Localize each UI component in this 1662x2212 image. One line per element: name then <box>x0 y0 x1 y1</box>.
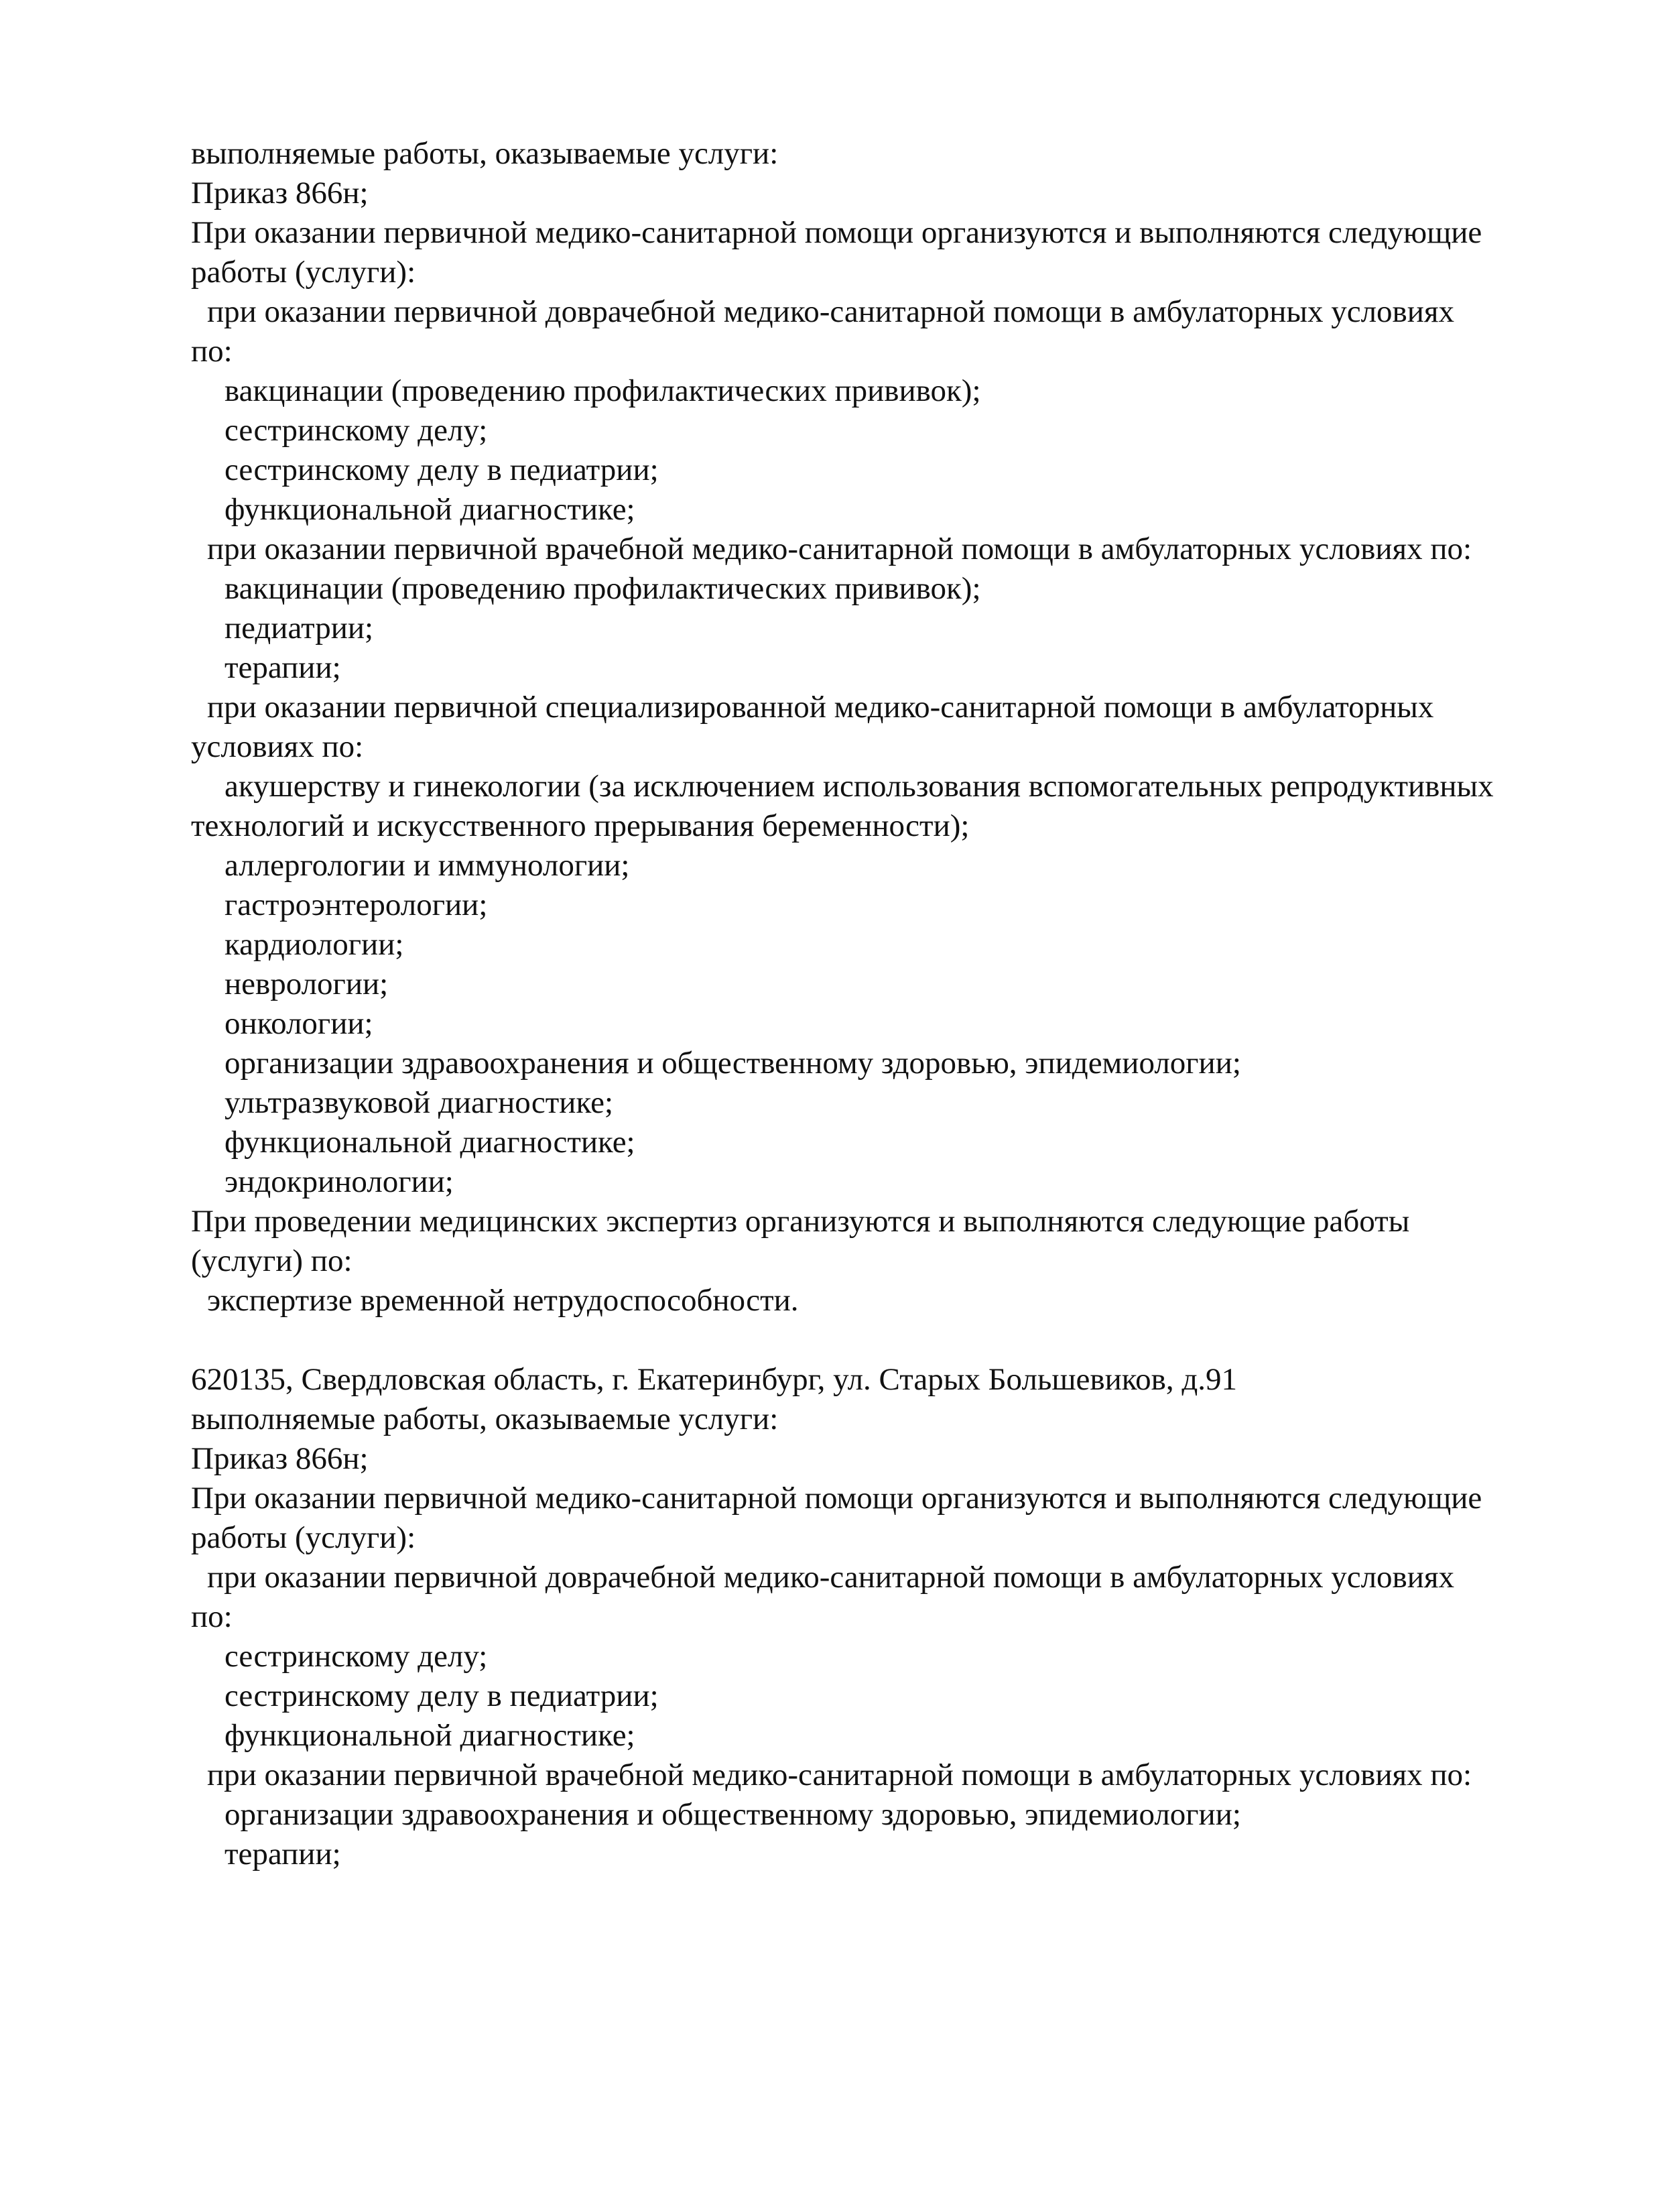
list-item: функциональной диагностике; <box>225 492 635 527</box>
document-body <box>191 134 1545 1874</box>
list-item: функциональной диагностике; <box>225 1125 635 1160</box>
list-item: ультразвуковой диагностике; <box>225 1085 614 1120</box>
text-line: работы (услуги): <box>191 255 416 290</box>
text-line: при оказании первичной врачебной медико-санитарной помощи в амбулаторных условиях по: <box>207 532 1472 566</box>
text-line: При оказании первичной медико-санитарной помощи организуются и выполняются следующие <box>191 215 1482 250</box>
address-line: 620135, Свердловская область, г. Екатеринбург, ул. Старых Большевиков, д.91 <box>191 1362 1238 1397</box>
text-line: по: <box>191 1599 233 1634</box>
list-item: гастроэнтерологии; <box>225 887 488 922</box>
text-line: При проведении медицинских экспертиз организуются и выполняются следующие работы <box>191 1204 1410 1239</box>
list-item: организации здравоохранения и общественному здоровью, эпидемиологии; <box>225 1797 1241 1832</box>
list-item: неврологии; <box>225 967 389 1001</box>
list-item: сестринскому делу; <box>225 413 488 448</box>
list-item: сестринскому делу в педиатрии; <box>225 1678 659 1713</box>
text-line: при оказании первичной доврачебной медико-санитарной помощи в амбулаторных условиях <box>207 1560 1455 1595</box>
list-item: терапии; <box>225 650 341 685</box>
list-item: вакцинации (проведению профилактических прививок); <box>225 373 981 408</box>
list-item: акушерству и гинекологии (за исключением использования вспомогательных репродуктивных <box>225 769 1494 804</box>
text-line: (услуги) по: <box>191 1243 353 1278</box>
list-item: организации здравоохранения и общественному здоровью, эпидемиологии; <box>225 1046 1241 1081</box>
list-item: педиатрии; <box>225 611 374 646</box>
text-line: при оказании первичной врачебной медико-санитарной помощи в амбулаторных условиях по: <box>207 1758 1472 1792</box>
text-line: работы (услуги): <box>191 1520 416 1555</box>
text-line: При оказании первичной медико-санитарной помощи организуются и выполняются следующие <box>191 1481 1482 1516</box>
list-item: вакцинации (проведению профилактических прививок); <box>225 571 981 606</box>
text-line: при оказании первичной доврачебной медико-санитарной помощи в амбулаторных условиях <box>207 294 1455 329</box>
text-line: по: <box>191 334 233 369</box>
list-item: функциональной диагностике; <box>225 1718 635 1753</box>
text-line: условиях по: <box>191 729 364 764</box>
list-item: сестринскому делу в педиатрии; <box>225 452 659 487</box>
section-spacer <box>191 1320 1545 1360</box>
list-item: онкологии; <box>225 1006 373 1041</box>
list-item: терапии; <box>225 1837 341 1871</box>
text-line: Приказ 866н; <box>191 176 369 210</box>
text-line: при оказании первичной специализированной медико-санитарной помощи в амбулаторных <box>207 690 1434 725</box>
text-line: выполняемые работы, оказываемые услуги: <box>191 136 779 171</box>
text-line: выполняемые работы, оказываемые услуги: <box>191 1402 779 1436</box>
text-line: экспертизе временной нетрудоспособности. <box>207 1283 799 1318</box>
list-item: кардиологии; <box>225 927 404 962</box>
list-item: сестринскому делу; <box>225 1639 488 1674</box>
list-item: эндокринологии; <box>225 1164 454 1199</box>
list-item: аллергологии и иммунологии; <box>225 848 630 883</box>
text-line: Приказ 866н; <box>191 1441 369 1476</box>
text-line: технологий и искусственного прерывания беременности); <box>191 808 970 843</box>
